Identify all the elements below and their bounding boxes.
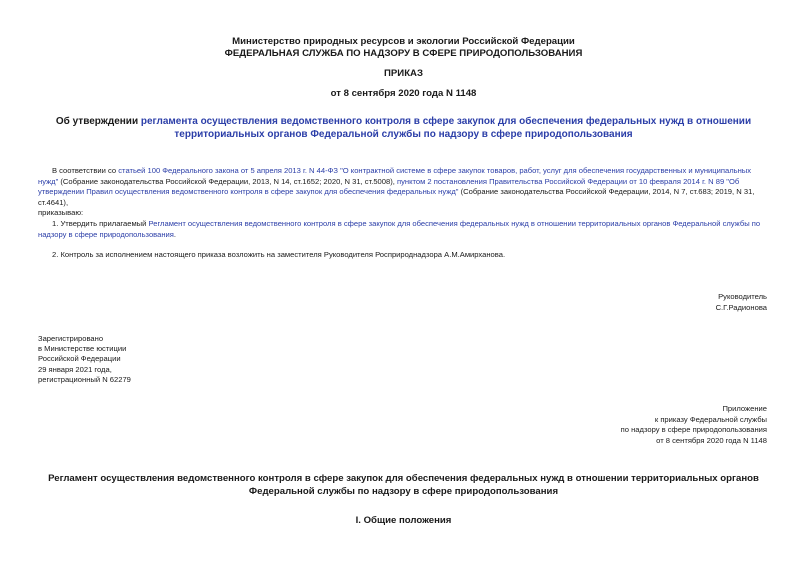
reglament-link[interactable]: Регламент осуществления ведомственного контроля в сфере закупок для обеспечения федеральных нужд в отношении территориальных органов Федеральной службы по надзору в сфере природопользования bbox=[38, 219, 761, 239]
title-prefix: Об утверждении bbox=[55, 116, 141, 127]
registration-line-4: 29 января 2021 года, bbox=[38, 364, 112, 374]
document-type: ПРИКАЗ bbox=[384, 68, 423, 79]
registration-block bbox=[38, 334, 131, 385]
law-44fz-link[interactable]: статьей 100 Федерального закона от 5 апреля 2013 г. N 44-ФЗ "О контрактной системе в сфере закупок товаров, работ, услуг для обеспечения государственных и муниципальных нужд" bbox=[38, 166, 752, 186]
preamble-text-3: (Собрание законодательства Российской Федерации, 2014, N 7, ст.683; 2019, N 31, ст.4641), bbox=[38, 187, 755, 207]
preamble-text-2: (Собрание законодательства Российской Федерации, 2013, N 14, ст.1652; 2020, N 31, ст.5008), bbox=[58, 176, 397, 186]
signature-name: С.Г.Радионова bbox=[715, 302, 767, 312]
decree-89-link[interactable]: пунктом 2 постановления Правительства Российской Федерации от 10 февраля 2014 г. N 89 "Об утверждении Правил осуществления ведомственного контроля в сфере закупок для обеспечения федеральных нужд" bbox=[38, 176, 740, 196]
ministry-name: Министерство природных ресурсов и экологии Российской Федерации bbox=[232, 36, 575, 47]
item-1-text-2: . bbox=[173, 229, 177, 239]
appendix-line-4: от 8 сентября 2020 года N 1148 bbox=[656, 435, 767, 445]
signature-position: Руководитель bbox=[718, 292, 767, 301]
section-1-heading: I. Общие положения bbox=[355, 515, 452, 526]
service-name: ФЕДЕРАЛЬНАЯ СЛУЖБА ПО НАДЗОРУ В СФЕРЕ ПРИРОДОПОЛЬЗОВАНИЯ bbox=[224, 48, 583, 59]
document-date: от 8 сентября 2020 года N 1148 bbox=[330, 88, 477, 99]
item-2-paragraph: 2. Контроль за исполнением настоящего приказа возложить на заместителя Руководителя Росприроднадзора А.М.Амирханова. bbox=[52, 250, 506, 259]
order-word: приказываю: bbox=[38, 208, 84, 217]
preamble-paragraph bbox=[38, 166, 770, 208]
registration-line-2: в Министерстве юстиции bbox=[38, 344, 127, 354]
registration-line-3: Российской Федерации bbox=[38, 354, 121, 364]
appendix-line-1: Приложение bbox=[722, 404, 767, 413]
preamble-text-1: В соответствии со bbox=[52, 166, 119, 175]
registration-line-1: Зарегистрировано bbox=[38, 334, 104, 343]
signature-block bbox=[716, 292, 767, 313]
reglament-title: Регламент осуществления ведомственного контроля в сфере закупок для обеспечения федеральных нужд в отношении территориальных органов Федеральной службы по надзору в сфере природопользования bbox=[48, 473, 759, 497]
registration-line-5: регистрационный N 62279 bbox=[38, 374, 131, 384]
item-1-text-1: 1. Утвердить прилагаемый bbox=[52, 219, 149, 228]
title-link[interactable]: регламента осуществления ведомственного контроля в сфере закупок для обеспечения федеральных нужд в отношении территориальных органов Федеральной службы по надзору в сфере природопользования bbox=[140, 116, 752, 140]
appendix-block bbox=[621, 404, 767, 446]
item-1-paragraph bbox=[38, 219, 770, 240]
appendix-line-2: к приказу Федеральной службы bbox=[654, 414, 767, 424]
document-title bbox=[50, 115, 757, 141]
appendix-line-3: по надзору в сфере природопользования bbox=[620, 425, 767, 434]
